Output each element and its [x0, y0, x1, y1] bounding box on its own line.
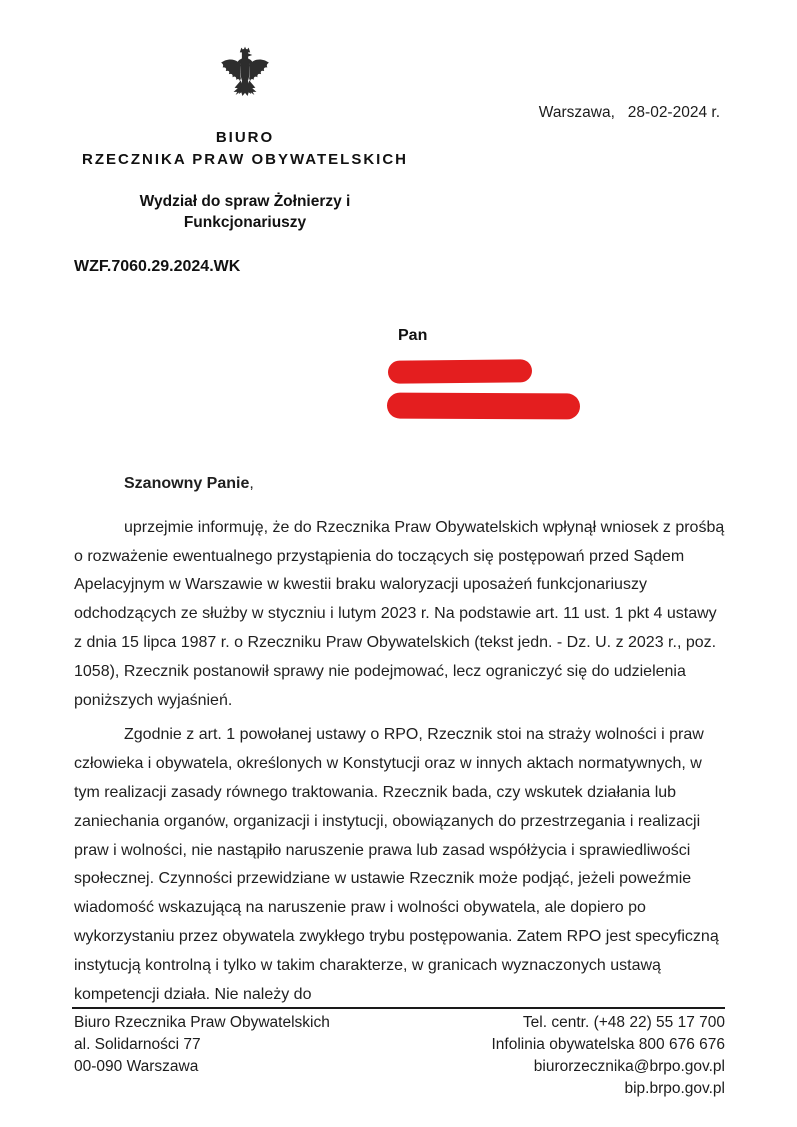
footer-org-name: Biuro Rzecznika Praw Obywatelskich: [74, 1014, 330, 1031]
redaction-bar-2: [387, 392, 580, 419]
salutation: [74, 470, 725, 499]
polish-eagle-emblem-icon: [219, 46, 271, 106]
org-name-line2: RZECZNIKA PRAW OBYWATELSKICH: [82, 151, 408, 168]
footer-phone: Tel. centr. (+48 22) 55 17 700: [522, 1014, 725, 1031]
footer-infoline: Infolinia obywatelska 800 676 676: [491, 1036, 725, 1053]
footer-city: 00-090 Warszawa: [74, 1058, 199, 1075]
reference-number: WZF.7060.29.2024.WK: [74, 258, 241, 275]
org-name-line1: BIURO: [215, 129, 275, 146]
footer-contact-block: [491, 1012, 725, 1100]
body-paragraph-1: uprzejmie informuję, że do Rzecznika Praw Obywatelskich wpłynął wniosek z prośbą o rozważenie ewentualnego przystąpienia do toczących się postępowań przed Sądem Apelacyjnym w Warszawie w kwestii braku waloryzacji uposażeń funkcjonariuszy odchodzących ze służby w styczniu i lutym 2023 r. Na podstawie art. 11 ust. 1 pkt 4 ustawy z dnia 15 lipca 1987 r. o Rzeczniku Praw Obywatelskich (tekst jedn. - Dz. U. z 2023 r., poz. 1058), Rzecznik postanowił sprawy nie podejmować, lecz ograniczyć się do udzielenia poniższych wyjaśnień.: [74, 518, 725, 709]
letter-body: [74, 470, 725, 1015]
salutation-comma: ,: [249, 475, 254, 492]
department-name-text: Wydział do spraw Żołnierzy i Funkcjonariuszy: [139, 193, 351, 231]
recipient-title: Pan: [398, 327, 428, 344]
footer: [74, 1012, 725, 1100]
body-paragraph-2: Zgodnie z art. 1 powołanej ustawy o RPO, Rzecznik stoi na straży wolności i praw człowieka i obywatela, określonych w Konstytucji oraz w innych aktach normatywnych, w tym realizacji zasady równego traktowania. Rzecznik bada, czy wskutek działania lub zaniechania organów, organizacji i instytucji, obowiązanych do przestrzegania i realizacji praw i wolności, nie nastąpiło naruszenie prawa lub zasad współżycia i sprawiedliwości społecznej. Czynności przewidziane w ustawie Rzecznik może podjąć, jeżeli poweźmie wiadomość wskazującą na naruszenie praw i wolności obywatela, ale dopiero po wykorzystaniu przez obywatela zwykłego trybu postępowania. Zatem RPO jest specyficzną instytucją kontrolną i tylko w takim charakterze, w granicach wyznaczonych ustawą kompetencji działa. Nie należy do: [74, 726, 719, 1003]
department-name: [75, 191, 415, 233]
footer-address-block: [74, 1012, 330, 1100]
org-name: [75, 127, 415, 171]
redaction-bar-1: [388, 359, 532, 384]
footer-divider: [72, 1007, 725, 1009]
city-date: Warszawa, 28-02-2024 r.: [538, 104, 720, 121]
footer-website: bip.brpo.gov.pl: [624, 1080, 725, 1097]
salutation-text: Szanowny Panie: [124, 475, 250, 492]
footer-street: al. Solidarności 77: [74, 1036, 201, 1053]
footer-email: biurorzecznika@brpo.gov.pl: [533, 1058, 725, 1075]
